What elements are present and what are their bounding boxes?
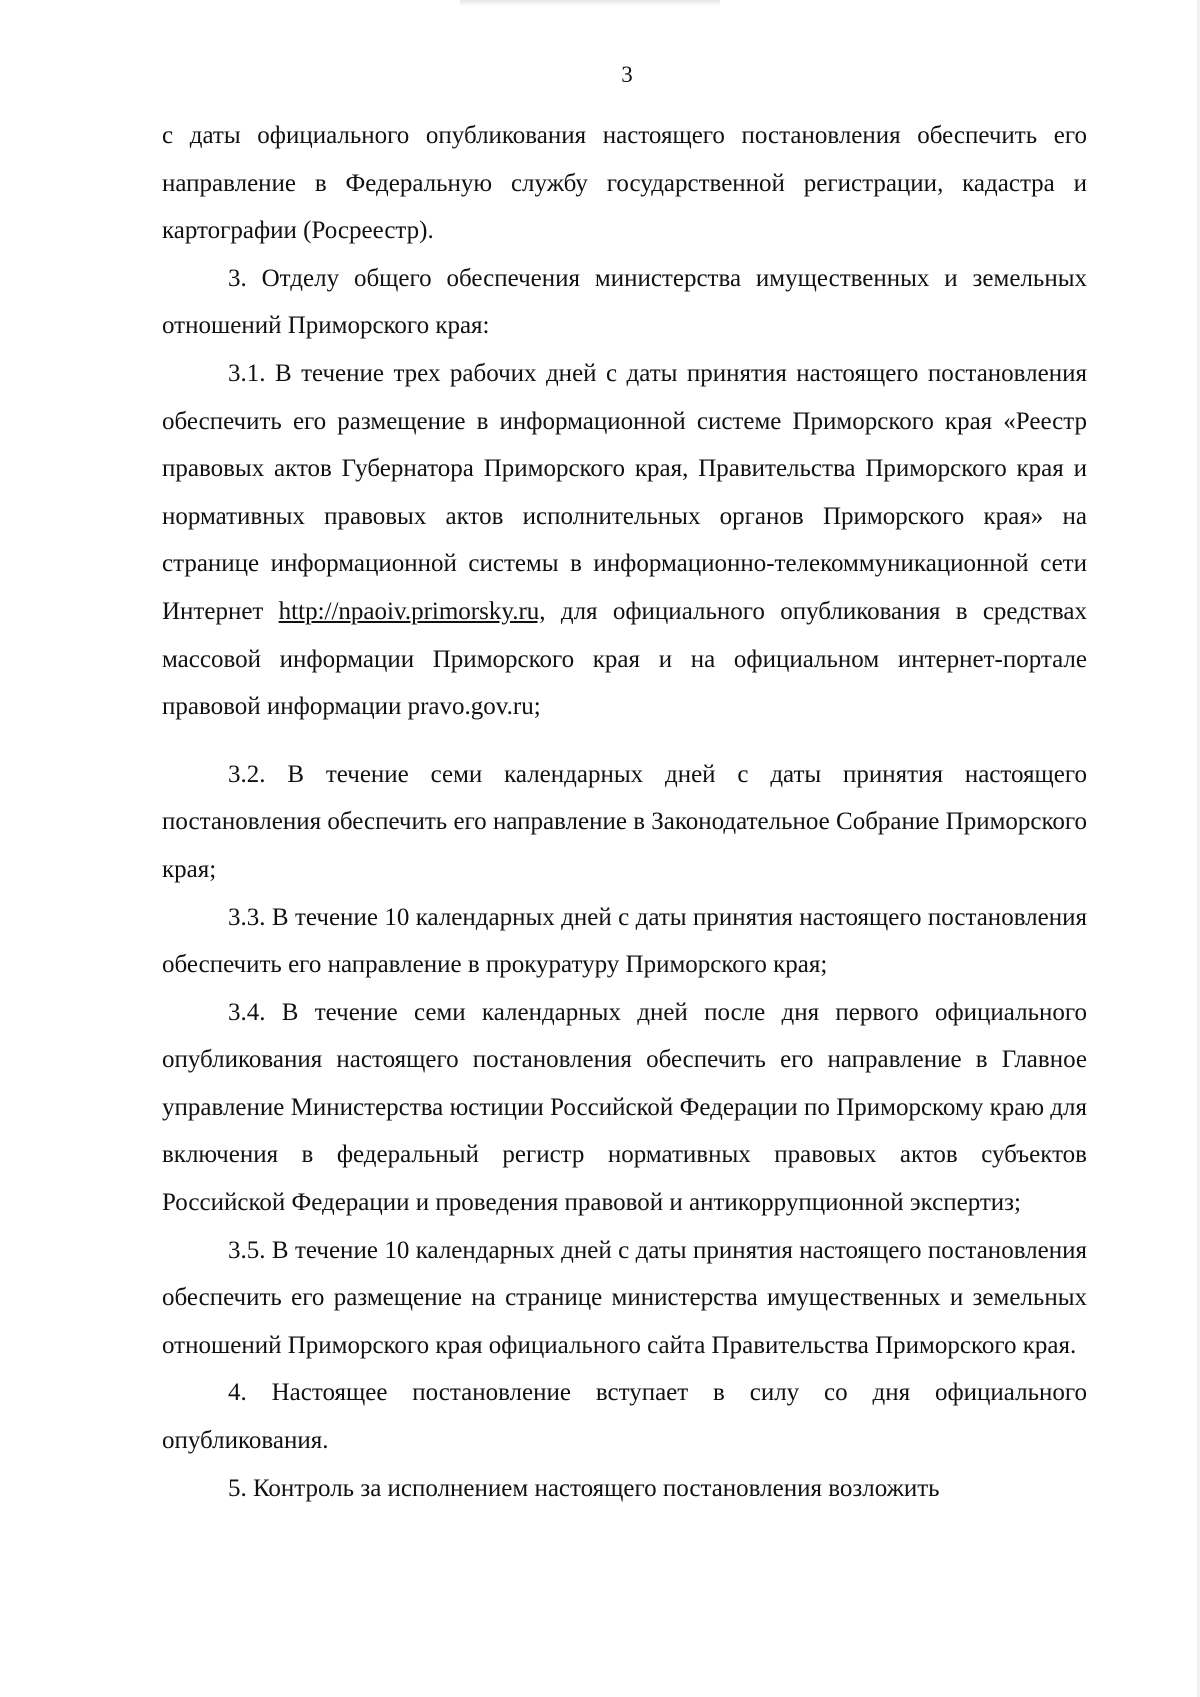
paragraph-item-3-1	[162, 350, 1087, 731]
npaoiv-link[interactable]: http://npaoiv.primorsky.ru,	[278, 597, 546, 625]
scan-edge-shadow	[460, 0, 720, 6]
document-body	[162, 112, 1087, 1512]
paragraph-item-4: 4. Настоящее постановление вступает в силу со дня официального опубликования.	[162, 1379, 1087, 1455]
page-number: 3	[621, 62, 633, 87]
paragraph-item-3-1-text-before: 3.1. В течение трех рабочих дней с даты принятия настоящего постановления обеспечить его размещение в информационной системе Приморского края «Реестр правовых актов Губернатора Приморского края, Правительства Приморского края и нормативных правовых актов исполнительных органов Приморского края» на странице информационной системы в информационно-телекоммуникационной сети Интернет	[162, 359, 1087, 625]
paragraph-continuation: с даты официального опубликования настоящего постановления обеспечить его направление в Федеральную службу государственной регистрации, кадастра и картографии (Росреестр).	[162, 122, 1087, 245]
paragraph-item-3: 3. Отделу общего обеспечения министерства имущественных и земельных отношений Приморского края:	[162, 264, 1087, 340]
paragraph-item-3-2: 3.2. В течение семи календарных дней с даты принятия настоящего постановления обеспечить его направление в Законодательное Собрание Приморского края;	[162, 760, 1087, 883]
paragraph-item-3-4: 3.4. В течение семи календарных дней после дня первого официального опубликования настоящего постановления обеспечить его направление в Главное управление Министерства юстиции Российской Федерации по Приморскому краю для включения в федеральный регистр нормативных правовых актов субъектов Российской Федерации и проведения правовой и антикоррупционной экспертиз;	[162, 998, 1087, 1217]
paragraph-item-3-5: 3.5. В течение 10 календарных дней с даты принятия настоящего постановления обеспечить его размещение на странице министерства имущественных и земельных отношений Приморского края официального сайта Правительства Приморского края.	[162, 1236, 1087, 1359]
paragraph-item-3-1-text-after: для официального опубликования в средствах массовой информации Приморского края и на официальном интернет-портале правовой информации pravo.gov.ru;	[162, 597, 1088, 721]
paragraph-item-5: 5. Контроль за исполнением настоящего постановления возложить	[228, 1474, 940, 1502]
paragraph-item-3-3: 3.3. В течение 10 календарных дней с даты принятия настоящего постановления обеспечить его направление в прокуратуру Приморского края;	[162, 903, 1087, 979]
